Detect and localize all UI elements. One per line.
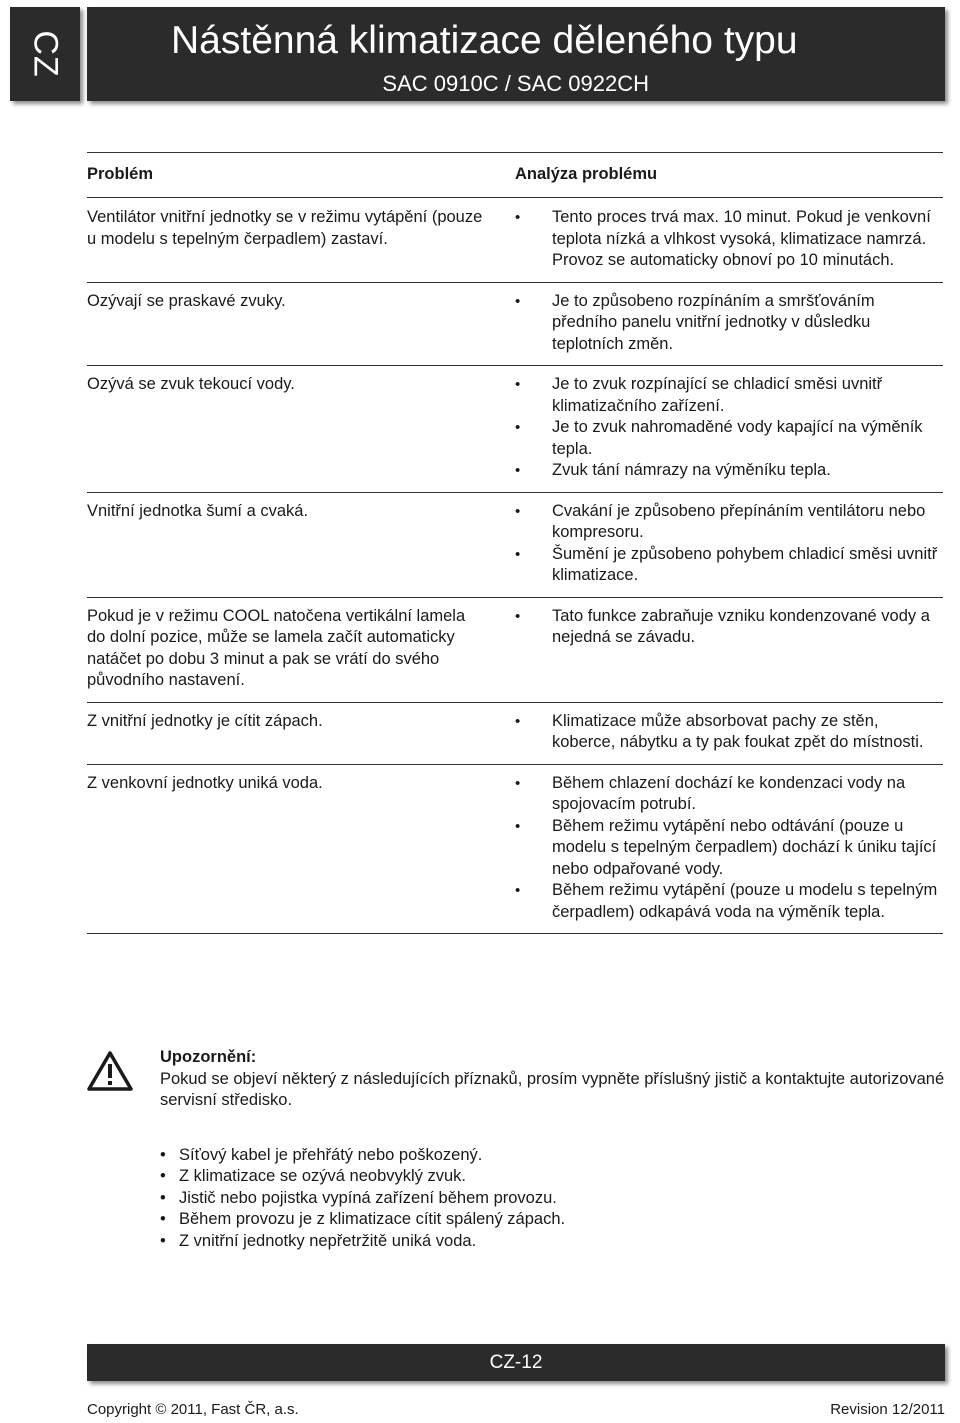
table-row — [87, 198, 943, 283]
model-subtitle: SAC 0910C / SAC 0922CH — [382, 71, 649, 96]
table-row — [87, 493, 943, 598]
problem-cell: Vnitřní jednotka šumí a cvaká. — [87, 501, 309, 520]
page-number: CZ-12 — [489, 1351, 543, 1373]
analysis-item: • Tento proces trvá max. 10 minut. Pokud je venkovní teplota nízká a vlhkost vysoká, klimatizace namrzá. Provoz se automaticky obnoví po 10 minutách. — [515, 207, 943, 272]
analysis-item: • Je to zvuk nahromaděné vody kapající na výměník tepla. — [515, 417, 943, 460]
problem-cell: Ventilátor vnitřní jednotky se v režimu vytápění (pouze u modelu s tepelným čerpadlem) zastaví. — [87, 208, 483, 248]
warning-item: • Během provozu je z klimatizace cítit spálený zápach. — [160, 1209, 947, 1231]
problem-cell: Ozývá se zvuk tekoucí vody. — [87, 375, 295, 393]
language-label: CZ — [26, 30, 65, 78]
analysis-item: • Během režimu vytápění nebo odtávání (pouze u modelu s tepelným čerpadlem) dochází k úniku tající nebo odpařované vody. — [515, 816, 943, 881]
title-bar — [87, 7, 945, 101]
warning-section — [87, 1035, 947, 1252]
warning-text: Pokud se objeví některý z následujících příznaků, prosím vypněte příslušný jistič a kontaktujte autorizované servisní středisko. — [160, 1069, 945, 1109]
troubleshooting-table — [87, 152, 943, 934]
revision: Revision 12/2011 — [830, 1401, 945, 1418]
warning-item: • Z klimatizace se ozývá neobvyklý zvuk. — [160, 1166, 947, 1188]
analysis-item: • Je to způsobeno rozpínáním a smršťováním předního panelu vnitřní jednotky v důsledku teplotních změn. — [515, 291, 943, 356]
analysis-cell — [515, 773, 943, 924]
page-title: Nástěnná klimatizace děleného typu — [171, 19, 798, 62]
page-number-bar — [87, 1344, 945, 1381]
table-row — [87, 283, 943, 367]
analysis-item: • Během režimu vytápění (pouze u modelu s tepelným čerpadlem) odkapává voda na výměník tepla. — [515, 880, 943, 923]
warning-item: • Síťový kabel je přehřátý nebo poškozený. — [160, 1145, 947, 1167]
problem-cell: Pokud je v režimu COOL natočena vertikální lamela do dolní pozice, může se lamela začít automaticky natáčet po dobu 3 minut a pak se vrátí do svého původního nastavení. — [87, 606, 466, 689]
analysis-column-header: Analýza problému — [515, 165, 658, 184]
table-row — [87, 598, 943, 703]
table-row — [87, 366, 943, 493]
warning-item: • Z vnitřní jednotky nepřetržitě uniká voda. — [160, 1231, 947, 1253]
warning-item: • Jistič nebo pojistka vypíná zařízení během provozu. — [160, 1188, 947, 1210]
analysis-item: • Je to zvuk rozpínající se chladicí směsi uvnitř klimatizačního zařízení. — [515, 374, 943, 417]
analysis-cell — [515, 501, 943, 587]
analysis-item: • Zvuk tání námrazy na výměníku tepla. — [515, 460, 943, 482]
table-row — [87, 765, 943, 935]
analysis-item: • Během chlazení dochází ke kondenzaci vody na spojovacím potrubí. — [515, 773, 943, 816]
table-body — [87, 198, 943, 934]
copyright: Copyright © 2011, Fast ČR, a.s. — [87, 1401, 299, 1418]
analysis-item: • Cvakání je způsobeno přepínáním ventilátoru nebo kompresoru. — [515, 501, 943, 544]
problem-cell: Z vnitřní jednotky je cítit zápach. — [87, 711, 323, 730]
analysis-item: • Tato funkce zabraňuje vzniku kondenzované vody a nejedná se závadu. — [515, 606, 943, 649]
problem-column-header: Problém — [87, 165, 154, 184]
warning-triangle-icon — [87, 1051, 133, 1091]
warning-list — [160, 1145, 947, 1253]
analysis-cell — [515, 711, 943, 754]
analysis-cell — [515, 291, 943, 356]
analysis-cell — [515, 606, 943, 692]
problem-cell: Z venkovní jednotky uniká voda. — [87, 773, 323, 792]
problem-cell: Ozývají se praskavé zvuky. — [87, 291, 286, 310]
analysis-cell — [515, 374, 943, 482]
analysis-cell — [515, 207, 943, 272]
analysis-item: • Šumění je způsobeno pohybem chladicí směsi uvnitř klimatizace. — [515, 544, 943, 587]
warning-title: Upozornění: — [160, 1048, 257, 1066]
language-tab — [10, 7, 80, 101]
table-row — [87, 703, 943, 765]
analysis-item: • Klimatizace může absorbovat pachy ze stěn, koberce, nábytku a ty pak foukat zpět do místnosti. — [515, 711, 943, 754]
table-header — [87, 153, 943, 198]
